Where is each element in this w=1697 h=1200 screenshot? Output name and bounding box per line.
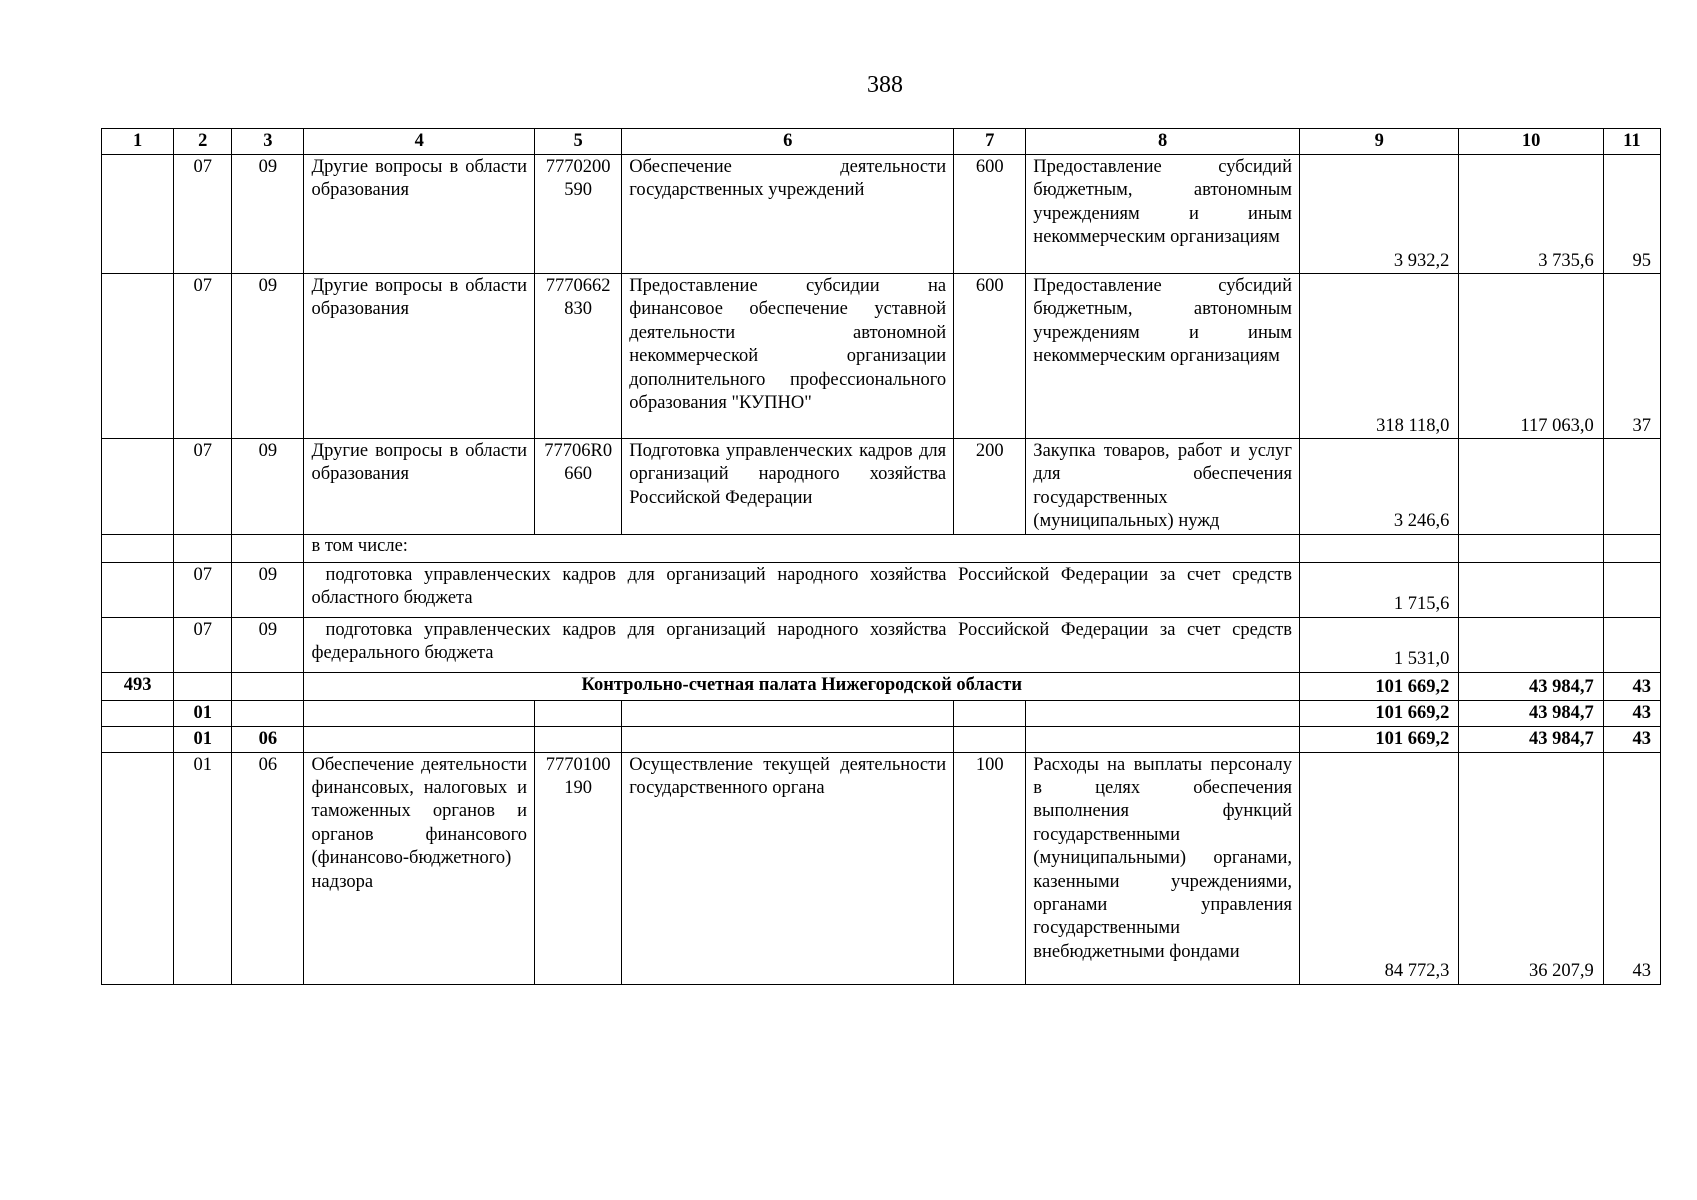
cell-subsection: 06 <box>232 752 304 984</box>
cell-value-col9: 84 772,3 <box>1299 752 1458 984</box>
cell-expense-type-name: Предоставление субсидий бюджетным, автономным учреждениям и иным некоммерческим организациям <box>1026 274 1300 439</box>
cell-agency-code <box>102 274 174 439</box>
cell-empty <box>174 672 232 700</box>
cell-target-item: 77706R0660 <box>535 439 622 535</box>
cell-value-col10: 3 735,6 <box>1459 155 1603 274</box>
cell-value-col11: 37 <box>1603 274 1660 439</box>
cell-section-name: Другие вопросы в области образования <box>304 274 535 439</box>
cell-value-col9: 101 669,2 <box>1299 672 1458 700</box>
cell-expense-type: 100 <box>954 752 1026 984</box>
cell-value-col11: 43 <box>1603 726 1660 752</box>
cell-empty <box>954 700 1026 726</box>
column-header: 2 <box>174 129 232 155</box>
cell-value-col10: 117 063,0 <box>1459 274 1603 439</box>
cell-expense-type-name: Предоставление субсидий бюджетным, автономным учреждениям и иным некоммерческим организациям <box>1026 155 1300 274</box>
cell-target-item-name: Предоставление субсидии на финансовое обеспечение уставной деятельности автономной некоммерческой организации дополнительного профессионального образования "КУПНО" <box>622 274 954 439</box>
cell-section-name: Обеспечение деятельности финансовых, налоговых и таможенных органов и органов финансового (финансово-бюджетного) надзора <box>304 752 535 984</box>
cell-value-col11 <box>1603 439 1660 535</box>
cell-subsection: 09 <box>232 155 304 274</box>
cell-subsection: 09 <box>232 617 304 672</box>
cell-empty <box>102 562 174 617</box>
cell-section: 01 <box>174 752 232 984</box>
cell-empty <box>535 726 622 752</box>
table-row <box>102 439 1661 535</box>
cell-section: 07 <box>174 274 232 439</box>
cell-agency-name: Контрольно-счетная палата Нижегородской области <box>304 672 1300 700</box>
cell-subsection: 09 <box>232 439 304 535</box>
cell-empty <box>102 534 174 562</box>
cell-empty <box>535 700 622 726</box>
cell-empty <box>232 672 304 700</box>
cell-empty <box>1459 534 1603 562</box>
cell-empty <box>622 726 954 752</box>
column-header: 6 <box>622 129 954 155</box>
cell-including-label: в том числе: <box>304 534 1300 562</box>
cell-target-item: 7770100190 <box>535 752 622 984</box>
column-header: 10 <box>1459 129 1603 155</box>
cell-value-col9: 1 531,0 <box>1299 617 1458 672</box>
table-row-agency <box>102 672 1661 700</box>
cell-empty <box>1603 534 1660 562</box>
cell-value-col10: 43 984,7 <box>1459 672 1603 700</box>
cell-section: 07 <box>174 439 232 535</box>
cell-target-item-name: Обеспечение деятельности государственных учреждений <box>622 155 954 274</box>
cell-section: 01 <box>174 700 232 726</box>
cell-value-col11: 95 <box>1603 155 1660 274</box>
table-row-section-total <box>102 700 1661 726</box>
cell-value-col9: 101 669,2 <box>1299 726 1458 752</box>
column-header: 3 <box>232 129 304 155</box>
cell-target-item: 7770200590 <box>535 155 622 274</box>
cell-empty <box>304 726 535 752</box>
cell-value-col11 <box>1603 617 1660 672</box>
cell-empty <box>1026 700 1300 726</box>
cell-empty <box>622 700 954 726</box>
table-row <box>102 562 1661 617</box>
cell-section-name: Другие вопросы в области образования <box>304 155 535 274</box>
cell-value-col10 <box>1459 439 1603 535</box>
cell-section: 07 <box>174 562 232 617</box>
column-header: 4 <box>304 129 535 155</box>
table-row <box>102 155 1661 274</box>
column-header: 1 <box>102 129 174 155</box>
cell-target-item: 7770662830 <box>535 274 622 439</box>
table-header-row <box>102 129 1661 155</box>
page-number: 388 <box>867 72 903 98</box>
cell-expense-type-name: Расходы на выплаты персоналу в целях обеспечения выполнения функций государственными (муниципальными) органами, казенными учреждениями, органами управления государственными внебюджетными фондами <box>1026 752 1300 984</box>
cell-empty <box>1026 726 1300 752</box>
cell-value-col10 <box>1459 562 1603 617</box>
table-row <box>102 274 1661 439</box>
table-row-subsection-total <box>102 726 1661 752</box>
cell-value-col11 <box>1603 562 1660 617</box>
cell-empty <box>1299 534 1458 562</box>
cell-empty <box>174 534 232 562</box>
cell-value-col10: 36 207,9 <box>1459 752 1603 984</box>
cell-section: 07 <box>174 617 232 672</box>
cell-empty <box>102 617 174 672</box>
cell-expense-type-name: Закупка товаров, работ и услуг для обеспечения государственных (муниципальных) нужд <box>1026 439 1300 535</box>
cell-value-col9: 3 932,2 <box>1299 155 1458 274</box>
cell-value-col9: 1 715,6 <box>1299 562 1458 617</box>
cell-section-name: Другие вопросы в области образования <box>304 439 535 535</box>
cell-expense-type: 600 <box>954 155 1026 274</box>
cell-value-col10: 43 984,7 <box>1459 700 1603 726</box>
column-header: 9 <box>1299 129 1458 155</box>
table-row <box>102 752 1661 984</box>
table-row <box>102 534 1661 562</box>
cell-subitem-text: подготовка управленческих кадров для организаций народного хозяйства Российской Федерации за счет средств областного бюджета <box>304 562 1300 617</box>
cell-section: 01 <box>174 726 232 752</box>
cell-value-col11: 43 <box>1603 700 1660 726</box>
cell-value-col9: 318 118,0 <box>1299 274 1458 439</box>
cell-expense-type: 200 <box>954 439 1026 535</box>
cell-value-col9: 101 669,2 <box>1299 700 1458 726</box>
cell-empty <box>954 726 1026 752</box>
cell-empty <box>232 700 304 726</box>
cell-empty <box>232 534 304 562</box>
cell-agency-code <box>102 439 174 535</box>
cell-value-col9: 3 246,6 <box>1299 439 1458 535</box>
cell-value-col11: 43 <box>1603 672 1660 700</box>
cell-subsection: 06 <box>232 726 304 752</box>
column-header: 8 <box>1026 129 1300 155</box>
cell-empty <box>304 700 535 726</box>
column-header: 5 <box>535 129 622 155</box>
budget-table <box>101 128 1661 985</box>
cell-agency-code <box>102 155 174 274</box>
cell-section: 07 <box>174 155 232 274</box>
cell-value-col10 <box>1459 617 1603 672</box>
cell-value-col10: 43 984,7 <box>1459 726 1603 752</box>
cell-target-item-name: Осуществление текущей деятельности государственного органа <box>622 752 954 984</box>
cell-value-col11: 43 <box>1603 752 1660 984</box>
column-header: 7 <box>954 129 1026 155</box>
cell-empty <box>102 726 174 752</box>
cell-agency-code: 493 <box>102 672 174 700</box>
column-header: 11 <box>1603 129 1660 155</box>
table-row <box>102 617 1661 672</box>
cell-subsection: 09 <box>232 274 304 439</box>
cell-target-item-name: Подготовка управленческих кадров для организаций народного хозяйства Российской Федерации <box>622 439 954 535</box>
cell-subsection: 09 <box>232 562 304 617</box>
cell-expense-type: 600 <box>954 274 1026 439</box>
cell-subitem-text: подготовка управленческих кадров для организаций народного хозяйства Российской Федерации за счет средств федерального бюджета <box>304 617 1300 672</box>
cell-empty <box>102 700 174 726</box>
cell-agency-code <box>102 752 174 984</box>
